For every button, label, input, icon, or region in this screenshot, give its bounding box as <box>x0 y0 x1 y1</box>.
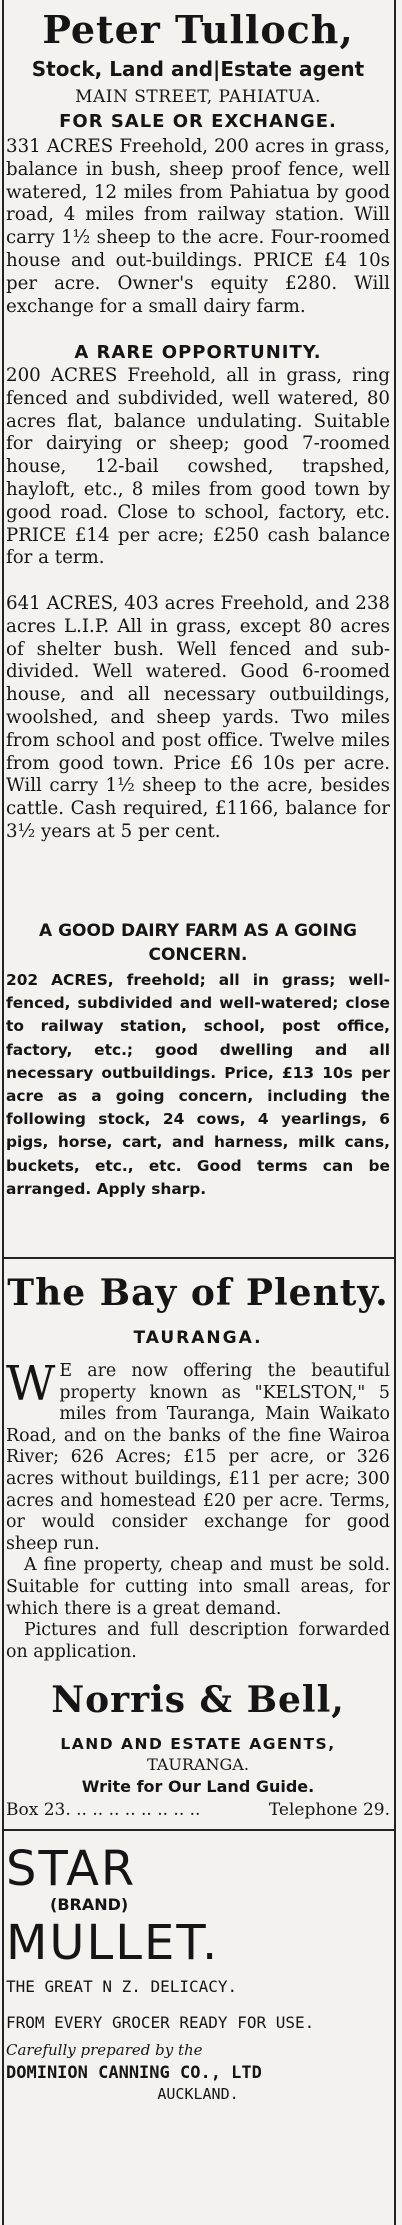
tulloch-subtitle: Stock, Land and|Estate agent <box>31 57 365 81</box>
dairy-farm-heading: A GOOD DAIRY FARM AS A GOING CONCERN. <box>39 921 357 965</box>
contact-line <box>6 1799 390 1821</box>
right-column-rule <box>394 0 396 2225</box>
listing-641-acres: 641 ACRES, 403 acres Freehold, and 238 acres L.I.P. All in grass, except 80 acres of shelter bush. Well fenced and sub-divided. Well watered. Good 6-roomed house, and all necessary outbuildings, woolshed, and sheep yards. Two miles from school and post office. Twelve miles from good town. Price £6 10s per acre. Will carry 1½ sheep to the acre, besides cattle. Cash required, £1166, balance for 3½ years at 5 per cent. <box>6 593 390 842</box>
listing-331-acres: 331 ACRES Freehold, 200 acres in grass, balance in bush, sheep proof fence, well watered, 12 miles from Pahiatua by good road, 4 miles from railway station. Will carry 1½ sheep to the acre. Four-roomed house and out-buildings. PRICE £4 10s per acre. Owner's equity £280. Will exchange for a small dairy farm. <box>6 136 390 317</box>
tulloch-title: Peter Tulloch, <box>42 7 354 52</box>
star-heading: STAR <box>6 1841 137 1898</box>
divider-2 <box>2 1829 394 1831</box>
rare-opportunity-heading: A RARE OPPORTUNITY. <box>74 342 322 363</box>
fine-property-text: A fine property, cheap and must be sold. Suitable for cutting into small areas, for which there is a great demand. <box>6 1555 390 1619</box>
land-guide-line: Write for Our Land Guide. <box>81 1777 315 1797</box>
listing-202-acres: 202 ACRES, freehold; all in grass; well-fenced, subdivided and well-watered; close to railway station, school, post office, factory, etc.; good dwelling and all necessary outbuildings. Price, £13 10s per acre as a going concern, including the following stock, 24 cows, 4 yearlings, 6 pigs, horse, cart, and harness, milk cans, buckets, etc., etc. Good terms can be arranged. Apply sharp. <box>6 971 390 1198</box>
for-sale-heading: FOR SALE OR EXCHANGE. <box>59 111 337 132</box>
brand-label: (BRAND) <box>50 1895 129 1915</box>
tagline: THE GREAT N Z. DELICACY. <box>6 1977 238 1997</box>
company-name: DOMINION CANNING CO., LTD <box>6 2063 262 2084</box>
bay-body <box>6 1356 390 1555</box>
tauranga-heading: TAURANGA. <box>133 1328 263 1348</box>
kelston-description: E are now offering the beautiful property known as "KELSTON," 5 miles from Tauranga, Main Waikato Road, and on the banks of the fine Wairoa River; 626 Acres; £15 per acre, or 326 acres without buildings, £11 per acre; 300 acres and homestead £20 per acre. Terms, or would consider exchange for good sheep run. <box>6 1361 390 1554</box>
grocer-line: FROM EVERY GROCER READY FOR USE. <box>6 2013 315 2033</box>
prepared-by: Carefully prepared by the <box>6 2041 203 2060</box>
land-estate-agents: LAND AND ESTATE AGENTS, <box>60 1735 336 1754</box>
company-city: AUCKLAND. <box>157 2085 239 2104</box>
left-column-rule <box>2 0 4 2225</box>
bay-of-plenty-title: The Bay of Plenty. <box>7 1272 389 1314</box>
listing-200-acres: 200 ACRES Freehold, all in grass, ring fenced and subdivided, well watered, 80 acres flat, balance undulating. Suitable for dairying or sheep; good 7-roomed house, 12-bail cowshed, trapshed, hayloft, etc., 8 miles from good town by good road. Close to school, factory, etc. PRICE £14 per acre; £250 cash balance for a term. <box>6 365 390 569</box>
divider-1 <box>2 1257 394 1259</box>
tulloch-advertisement <box>6 6 390 1249</box>
pictures-text: Pictures and full description forwarded on application. <box>6 1620 390 1662</box>
norris-bell-town: TAURANGA. <box>147 1755 249 1775</box>
norris-bell-title: Norris & Bell, <box>51 1679 345 1722</box>
box-number: Box 23. .. .. .. .. .. .. .. .. <box>6 1800 201 1821</box>
tulloch-address: MAIN STREET, PAHIATUA. <box>75 87 321 107</box>
mullet-heading: MULLET. <box>6 1915 220 1972</box>
drop-cap: W <box>6 1356 56 1412</box>
bay-of-plenty-advertisement <box>6 1265 390 1821</box>
star-mullet-advertisement <box>6 1841 390 2104</box>
advertisement-column <box>6 0 390 2103</box>
telephone-number: Telephone 29. <box>268 1800 390 1821</box>
